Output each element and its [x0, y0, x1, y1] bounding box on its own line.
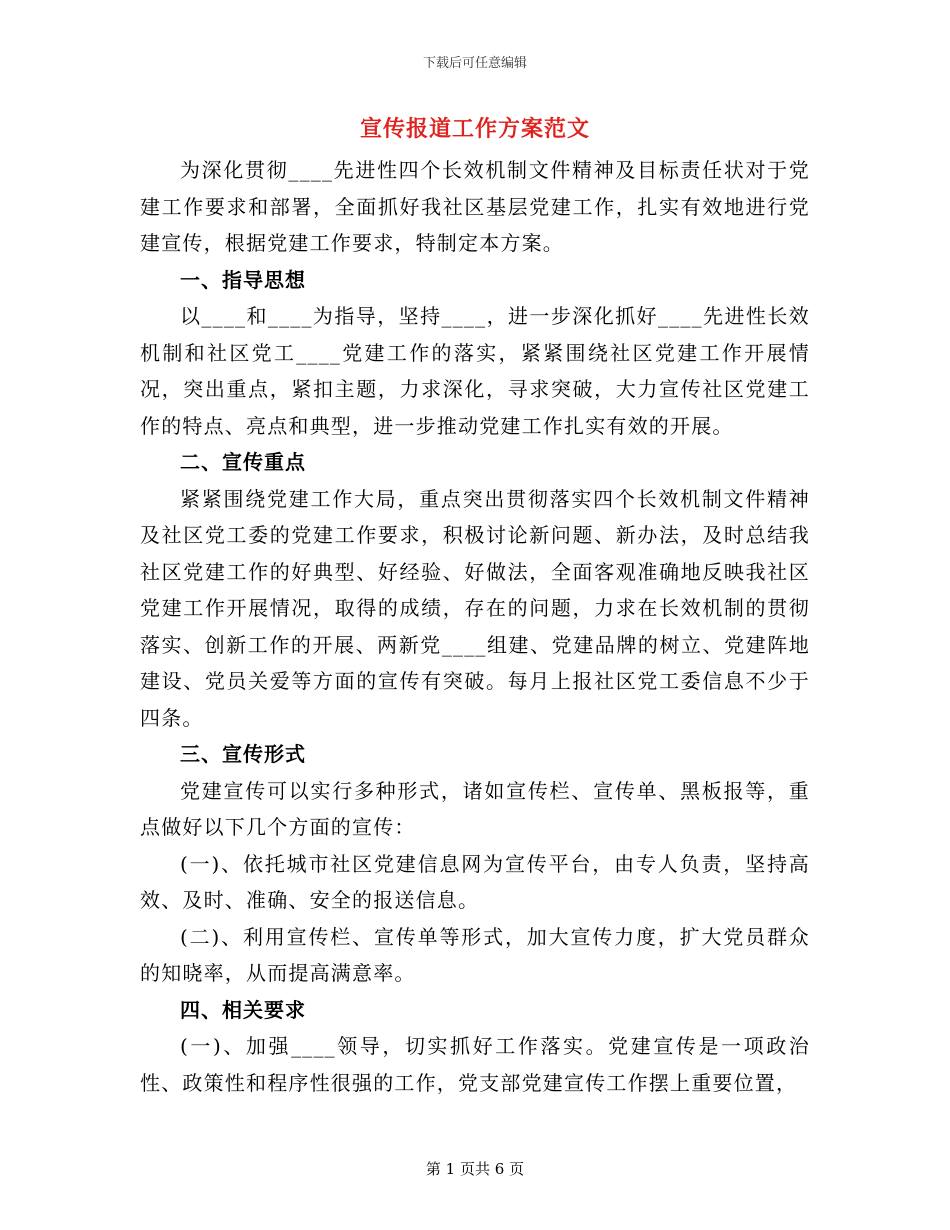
section-heading-guiding-thought: 一、指导思想 [180, 267, 306, 292]
paragraph-publicity-forms: 党建宣传可以实行多种形式，诸如宣传栏、宣传单、黑板报等，重点做好以下几个方面的宣传： [140, 778, 810, 839]
paragraph-intro: 为深化贯彻____先进性四个长效机制文件精神及目标责任状对于党建工作要求和部署，全面抓好我社区基层党建工作，扎实有效地进行党建宣传，根据党建工作要求，特制定本方案。 [140, 158, 810, 255]
header-note: 下载后可任意编辑 [422, 56, 527, 71]
document-title: 宣传报道工作方案范文 [359, 116, 590, 142]
section-heading-publicity-focus: 二、宣传重点 [180, 450, 306, 474]
section-heading-requirements: 四、相关要求 [180, 997, 306, 1022]
page-footer: 第 1 页共 6 页 [425, 1160, 525, 1178]
paragraph-guiding-thought: 以____和____为指导，坚持____，进一步深化抓好____先进性长效机制和社区党工____党建工作的落实，紧紧围绕社区党建工作开展情况，突出重点，紧扣主题，力求深化，寻求突破，大力宣传社区党建工作的特点、亮点和典型，进一步推动党建工作扎实有效的开展。 [140, 304, 810, 438]
paragraph-form-item-2: (二)、利用宣传栏、宣传单等形式，加大宣传力度，扩大党员群众的知晓率，从而提高满意率。 [140, 924, 810, 985]
document-body [140, 152, 810, 1101]
paragraph-requirement-item-1: (一)、加强____领导，切实抓好工作落实。党建宣传是一项政治性、政策性和程序性很强的工作，党支部党建宣传工作摆上重要位置， [140, 1034, 810, 1095]
section-heading-publicity-forms: 三、宣传形式 [180, 742, 306, 766]
paragraph-publicity-focus: 紧紧围绕党建工作大局，重点突出贯彻落实四个长效机制文件精神及社区党工委的党建工作要求，积极讨论新问题、新办法，及时总结我社区党建工作的好典型、好经验、好做法，全面客观准确地反映我社区党建工作开展情况，取得的成绩，存在的问题，力求在长效机制的贯彻落实、创新工作的开展、两新党____组建、党建品牌的树立、党建阵地建设、党员关爱等方面的宣传有突破。每月上报社区党工委信息不少于四条。 [140, 486, 810, 730]
paragraph-form-item-1: (一)、依托城市社区党建信息网为宣传平台，由专人负责，坚持高效、及时、准确、安全的报送信息。 [140, 851, 810, 912]
